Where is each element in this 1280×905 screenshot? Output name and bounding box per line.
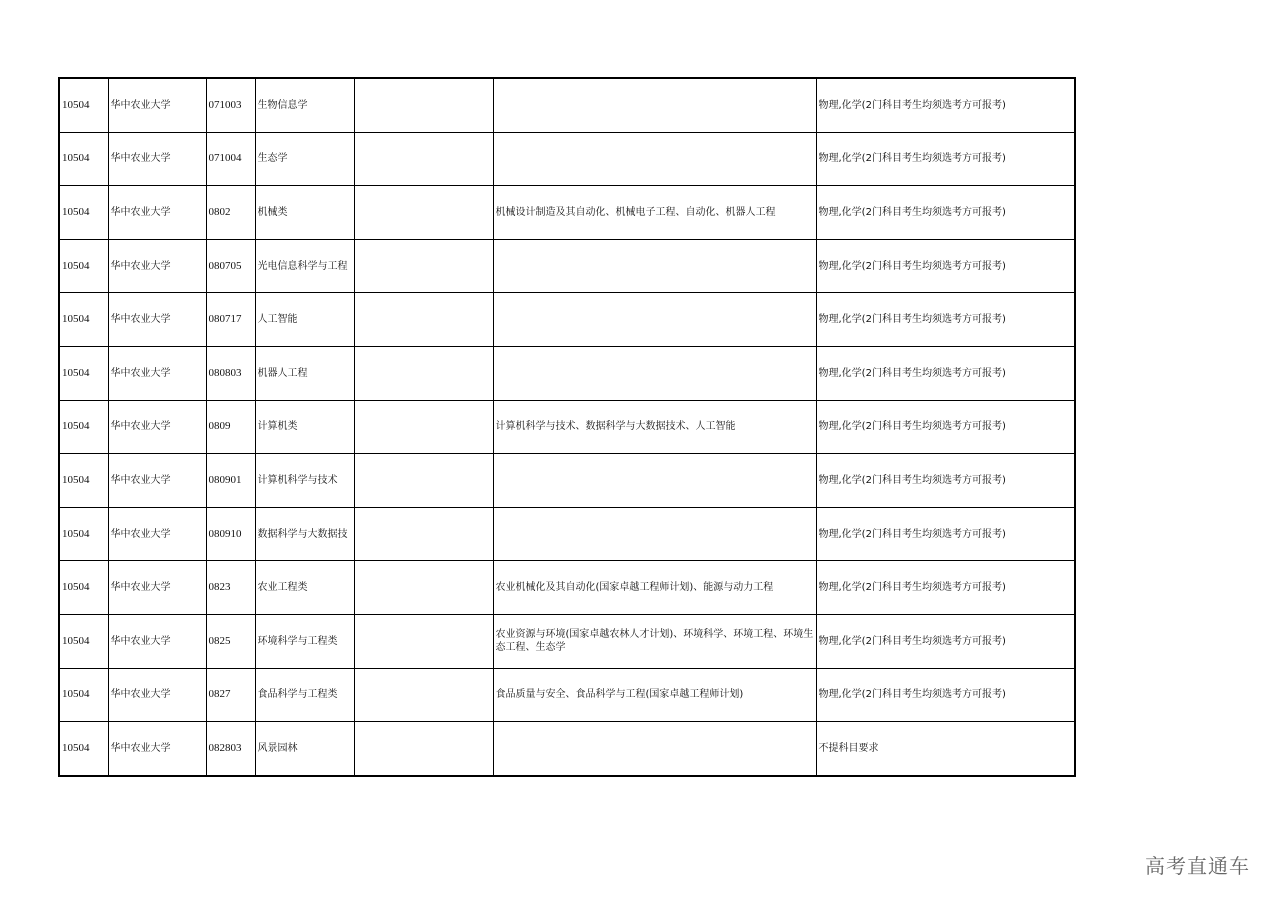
school-name-cell: 华中农业大学 [108, 293, 206, 347]
school-code-cell: 10504 [59, 454, 108, 508]
included-majors-cell [493, 507, 816, 561]
included-majors-cell [493, 239, 816, 293]
subject-requirement-cell: 不提科目要求 [816, 722, 1075, 776]
school-code-cell: 10504 [59, 400, 108, 454]
table-row [59, 132, 1075, 186]
empty-cell [354, 293, 493, 347]
empty-cell [354, 239, 493, 293]
empty-cell [354, 561, 493, 615]
major-name-cell: 农业工程类 [255, 561, 354, 615]
major-name-cell: 计算机科学与技术 [255, 454, 354, 508]
subject-requirement-cell: 物理,化学(2门科目考生均须选考方可报考) [816, 239, 1075, 293]
included-majors-cell [493, 293, 816, 347]
major-code-cell: 082803 [206, 722, 255, 776]
school-code-cell: 10504 [59, 132, 108, 186]
table-row [59, 186, 1075, 240]
major-name-cell: 生态学 [255, 132, 354, 186]
school-code-cell: 10504 [59, 186, 108, 240]
table-row [59, 507, 1075, 561]
school-name-cell: 华中农业大学 [108, 507, 206, 561]
subject-requirement-cell: 物理,化学(2门科目考生均须选考方可报考) [816, 561, 1075, 615]
major-code-cell: 071004 [206, 132, 255, 186]
major-code-cell: 080705 [206, 239, 255, 293]
school-name-cell: 华中农业大学 [108, 132, 206, 186]
table-row [59, 400, 1075, 454]
major-name-cell: 计算机类 [255, 400, 354, 454]
school-code-cell: 10504 [59, 722, 108, 776]
subject-requirement-cell: 物理,化学(2门科目考生均须选考方可报考) [816, 454, 1075, 508]
major-code-cell: 0823 [206, 561, 255, 615]
empty-cell [354, 668, 493, 722]
major-name-cell: 环境科学与工程类 [255, 614, 354, 668]
school-name-cell: 华中农业大学 [108, 400, 206, 454]
school-code-cell: 10504 [59, 239, 108, 293]
empty-cell [354, 132, 493, 186]
major-code-cell: 080910 [206, 507, 255, 561]
empty-cell [354, 346, 493, 400]
subject-requirement-cell: 物理,化学(2门科目考生均须选考方可报考) [816, 507, 1075, 561]
empty-cell [354, 454, 493, 508]
included-majors-cell [493, 132, 816, 186]
subject-requirement-cell: 物理,化学(2门科目考生均须选考方可报考) [816, 186, 1075, 240]
table-row [59, 346, 1075, 400]
included-majors-cell [493, 454, 816, 508]
subject-requirement-cell: 物理,化学(2门科目考生均须选考方可报考) [816, 132, 1075, 186]
table-body [59, 78, 1075, 776]
subject-requirement-cell: 物理,化学(2门科目考生均须选考方可报考) [816, 346, 1075, 400]
empty-cell [354, 507, 493, 561]
major-code-cell: 0827 [206, 668, 255, 722]
table-row [59, 239, 1075, 293]
empty-cell [354, 78, 493, 132]
included-majors-cell: 机械设计制造及其自动化、机械电子工程、自动化、机器人工程 [493, 186, 816, 240]
major-name-cell: 光电信息科学与工程 [255, 239, 354, 293]
major-name-cell: 机械类 [255, 186, 354, 240]
major-code-cell: 0825 [206, 614, 255, 668]
school-name-cell: 华中农业大学 [108, 454, 206, 508]
school-name-cell: 华中农业大学 [108, 239, 206, 293]
major-code-cell: 0809 [206, 400, 255, 454]
watermark-text: 高考直通车 [1145, 854, 1250, 878]
major-name-cell: 生物信息学 [255, 78, 354, 132]
included-majors-cell: 计算机科学与技术、数据科学与大数据技术、人工智能 [493, 400, 816, 454]
school-name-cell: 华中农业大学 [108, 561, 206, 615]
subject-requirement-cell: 物理,化学(2门科目考生均须选考方可报考) [816, 614, 1075, 668]
subject-requirements-table [58, 77, 1076, 777]
included-majors-cell: 农业机械化及其自动化(国家卓越工程师计划)、能源与动力工程 [493, 561, 816, 615]
major-name-cell: 机器人工程 [255, 346, 354, 400]
major-name-cell: 人工智能 [255, 293, 354, 347]
school-code-cell: 10504 [59, 561, 108, 615]
school-code-cell: 10504 [59, 346, 108, 400]
major-code-cell: 071003 [206, 78, 255, 132]
subject-requirement-cell: 物理,化学(2门科目考生均须选考方可报考) [816, 400, 1075, 454]
school-name-cell: 华中农业大学 [108, 346, 206, 400]
empty-cell [354, 614, 493, 668]
school-name-cell: 华中农业大学 [108, 78, 206, 132]
table-row [59, 454, 1075, 508]
major-name-cell: 风景园林 [255, 722, 354, 776]
major-code-cell: 0802 [206, 186, 255, 240]
empty-cell [354, 186, 493, 240]
major-name-cell: 食品科学与工程类 [255, 668, 354, 722]
included-majors-cell [493, 346, 816, 400]
major-code-cell: 080717 [206, 293, 255, 347]
school-code-cell: 10504 [59, 507, 108, 561]
school-name-cell: 华中农业大学 [108, 614, 206, 668]
school-name-cell: 华中农业大学 [108, 668, 206, 722]
major-code-cell: 080901 [206, 454, 255, 508]
school-code-cell: 10504 [59, 293, 108, 347]
subject-requirement-cell: 物理,化学(2门科目考生均须选考方可报考) [816, 293, 1075, 347]
table-row [59, 78, 1075, 132]
empty-cell [354, 400, 493, 454]
school-name-cell: 华中农业大学 [108, 722, 206, 776]
empty-cell [354, 722, 493, 776]
school-code-cell: 10504 [59, 668, 108, 722]
included-majors-cell: 农业资源与环境(国家卓越农林人才计划)、环境科学、环境工程、环境生态工程、生态学 [493, 614, 816, 668]
school-name-cell: 华中农业大学 [108, 186, 206, 240]
major-name-cell: 数据科学与大数据技 [255, 507, 354, 561]
table-row [59, 293, 1075, 347]
subject-requirement-cell: 物理,化学(2门科目考生均须选考方可报考) [816, 78, 1075, 132]
subject-requirement-cell: 物理,化学(2门科目考生均须选考方可报考) [816, 668, 1075, 722]
table-row [59, 668, 1075, 722]
major-code-cell: 080803 [206, 346, 255, 400]
school-code-cell: 10504 [59, 614, 108, 668]
included-majors-cell: 食品质量与安全、食品科学与工程(国家卓越工程师计划) [493, 668, 816, 722]
table-row [59, 561, 1075, 615]
table-row [59, 614, 1075, 668]
included-majors-cell [493, 722, 816, 776]
school-code-cell: 10504 [59, 78, 108, 132]
included-majors-cell [493, 78, 816, 132]
table-row [59, 722, 1075, 776]
